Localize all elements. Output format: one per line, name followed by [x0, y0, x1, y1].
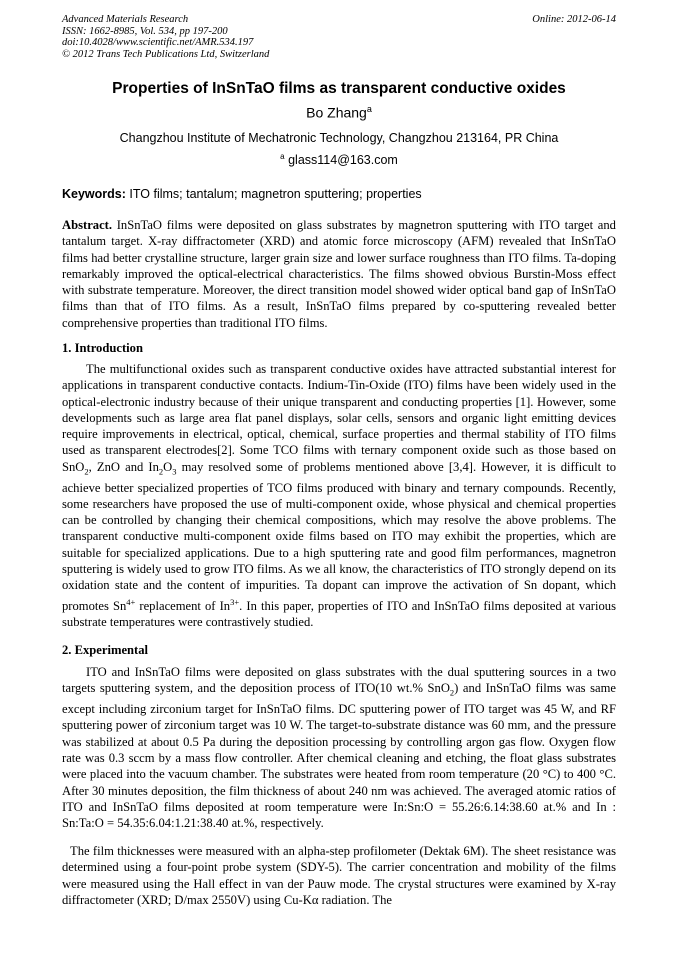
abstract	[62, 217, 616, 331]
introduction-body: The multifunctional oxides such as transparent conductive oxides have attracted substantial interest for applications in transparent conductive contacts. Indium-Tin-Oxide (ITO) films have been widely used in the optical-electronic industry because of their unique transparent and conducting properties [1]. However, some developments such as large area flat panel displays, solar cells, sensors and organic light emitting devices require improvements in electrical, optical, chemical, surface properties and thermal stability of ITO films used as transparent electrodes[2]. Some TCO films with ternary component oxide such as those based on SnO$_2$, ZnO and $In_2O_3$ may resolved some of problems mentioned above [3,4]. However, it is difficult to achieve better specialized properties of TCO films produced with binary and ternary compounds. Recently, some researchers have proposed the use of multi-component oxide, whose physical and chemical properties can be controlled by changing their chemical compositions, which may resolve the above problems. The transparent conductive multi-component oxide films based on ITO may exhibit the properties, which are suitable for specialized applications. Due to a high sputtering rate and good film performances, magnetron sputtering is widely used to grow ITO films. As we all know, the characteristics of ITO strongly depend on its oxidation state and the content of impurities. Ta dopant can improve the activation of Sn dopant, which promotes $Sn^{4+}$ replacement of $In^{3+}$. In this paper, properties of ITO and InSnTaO films deposited at various substrate temperatures were contrastively studied.	[62, 362, 617, 630]
email-address: glass114@163.com	[288, 153, 398, 168]
author-mark: a	[366, 104, 372, 114]
doi: doi:10.4028/www.scientific.net/AMR.534.197	[62, 37, 254, 48]
keywords-label: Keywords:	[62, 187, 126, 201]
issn: ISSN: 1662-8985, Vol. 534, pp 197-200	[62, 25, 228, 37]
affiliation: Changzhou Institute of Mechatronic Technology, Changzhou 213164, PR China	[119, 131, 559, 145]
email-mark: a	[280, 152, 285, 161]
keywords-text: ITO films; tantalum; magnetron sputtering; properties	[129, 187, 422, 201]
journal-name: Advanced Materials Research	[62, 14, 189, 25]
author	[0, 104, 678, 121]
abstract-label: Abstract.	[62, 218, 113, 232]
online-date: Online: 2012-06-14	[532, 14, 616, 25]
abstract-text: InSnTaO films were deposited on glass substrates by magnetron sputtering with ITO target and tantalum target. X-ray diffractometer (XRD) and atomic force microscopy (AFM) revealed that InSnTaO films had better crystalline structure, larger grain size and lower surface roughness than ITO films. Ta-doping remarkably improved the optical-electrical characteristics. The films showed obvious Burstin-Moss effect with substrate temperature. Moreover, the direct transition model showed wider optical band gap of InSnTaO films than that of ITO films. As a result, InSnTaO films prepared by co-sputtering revealed better comprehensive properties than traditional ITO films.	[62, 218, 616, 330]
experimental-heading: 2. Experimental	[62, 643, 149, 657]
journal-header	[62, 14, 269, 60]
email	[0, 152, 678, 167]
introduction-heading: 1. Introduction	[62, 341, 143, 355]
paper-title: Properties of InSnTaO films as transparent conductive oxides	[112, 80, 566, 97]
author-name: Bo Zhang	[306, 104, 367, 121]
copyright: © 2012 Trans Tech Publications Ltd, Switzerland	[62, 48, 270, 60]
experimental-body-1: ITO and InSnTaO films were deposited on glass substrates with the dual sputtering sources in a two targets sputtering system, and the deposition process of ITO(10 wt.% SnO$_2$) and InSnTaO films was same except including zirconium target for InSnTaO films. DC sputtering power of ITO target was 45 W, and RF sputtering power of zirconium target was 10 W. The target-to-substrate distance was 60 mm, and the pressure was stabilized at about 0.5 Pa during the deposition processing by controlling argon gas flow. Oxygen flow rate was 0.3 sccm by a mass flow controller. After chemical cleaning and etching, the float glass substrates were placed into the vacuum chamber. The substrates were heated from room temperature (20 °C) to 400 °C. After 30 minutes deposition, the film thickness of about 240 nm was achieved. The averaged atomic ratios of ITO and InSnTaO films deposited at room temperature were In:Sn:O = 55.26:6.14:38.60 at.% and In : Sn:Ta:O = 54.35:6.04:1.21:38.40 at.%, respectively.	[62, 665, 616, 831]
experimental-body-2: The film thicknesses were measured with an alpha-step profilometer (Dektak 6M). The sheet resistance was determined using a four-point probe system (SDY-5). The carrier concentration and mobility of the films were measured using the Hall effect in van der Pauw mode. The crystal structures were examined by X-ray diffractometer (XRD; D/max 2550V) using Cu-Kα radiation. The	[62, 844, 616, 907]
keywords	[62, 187, 616, 201]
